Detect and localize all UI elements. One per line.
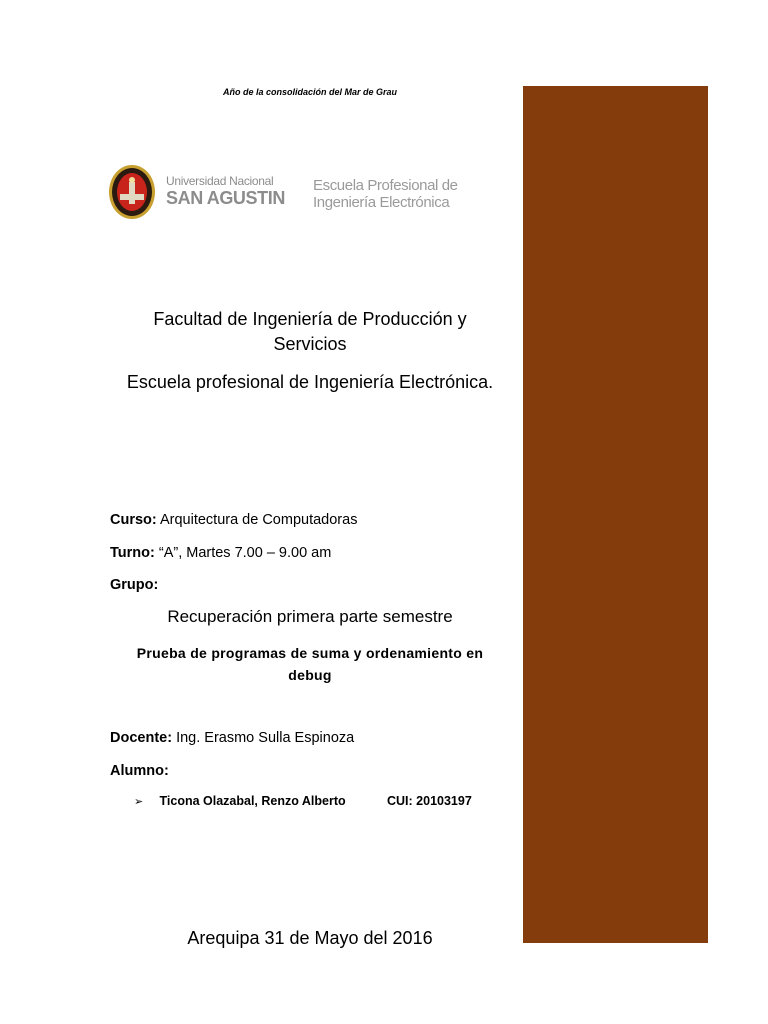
university-name-logo	[166, 175, 285, 207]
motto-header: Año de la consolidación del Mar de Grau	[222, 87, 398, 97]
institution-logo-banner	[108, 160, 508, 224]
faculty-title	[110, 307, 510, 357]
school-name-logo	[313, 177, 458, 211]
school-logo-line1: Escuela Profesional de	[313, 177, 458, 194]
teacher-value: Ing. Erasmo Sulla Espinoza	[176, 730, 355, 746]
student-cui: CUI: 20103197	[387, 794, 472, 808]
decorative-side-bar	[523, 86, 708, 943]
faculty-title-line1: Facultad de Ingeniería de Producción y	[153, 309, 467, 329]
assignment-subtitle: Recuperación primera parte semestre	[167, 607, 453, 626]
faculty-title-line2: Servicios	[273, 334, 347, 354]
student-name: Ticona Olazabal, Renzo Alberto	[159, 794, 346, 808]
shift-field	[110, 545, 331, 561]
course-value: Arquitectura de Computadoras	[159, 512, 358, 528]
place-date-footer: Arequipa 31 de Mayo del 2016	[187, 928, 433, 948]
assignment-detail	[115, 642, 505, 686]
assignment-detail-line1: Prueba de programas de suma y ordenamiento en	[136, 645, 484, 661]
school-title: Escuela profesional de Ingeniería Electrónica.	[126, 372, 494, 392]
student-label: Alumno:	[110, 763, 169, 779]
shift-label: Turno:	[110, 545, 155, 561]
university-name-line2: SAN AGUSTIN	[166, 188, 285, 208]
arrow-bullet-icon: ➢	[134, 796, 144, 808]
group-label: Grupo:	[110, 577, 159, 593]
university-seal-icon	[108, 164, 156, 220]
school-logo-line2: Ingeniería Electrónica	[313, 194, 450, 211]
teacher-label: Docente:	[110, 730, 173, 746]
course-label: Curso:	[110, 512, 157, 528]
student-list-item	[134, 794, 472, 808]
course-field	[110, 512, 357, 528]
university-name-line1: Universidad Nacional	[166, 174, 274, 188]
assignment-detail-line2: debug	[288, 667, 332, 683]
teacher-field	[110, 730, 354, 746]
shift-value: “A”, Martes 7.00 – 9.00 am	[158, 545, 332, 561]
